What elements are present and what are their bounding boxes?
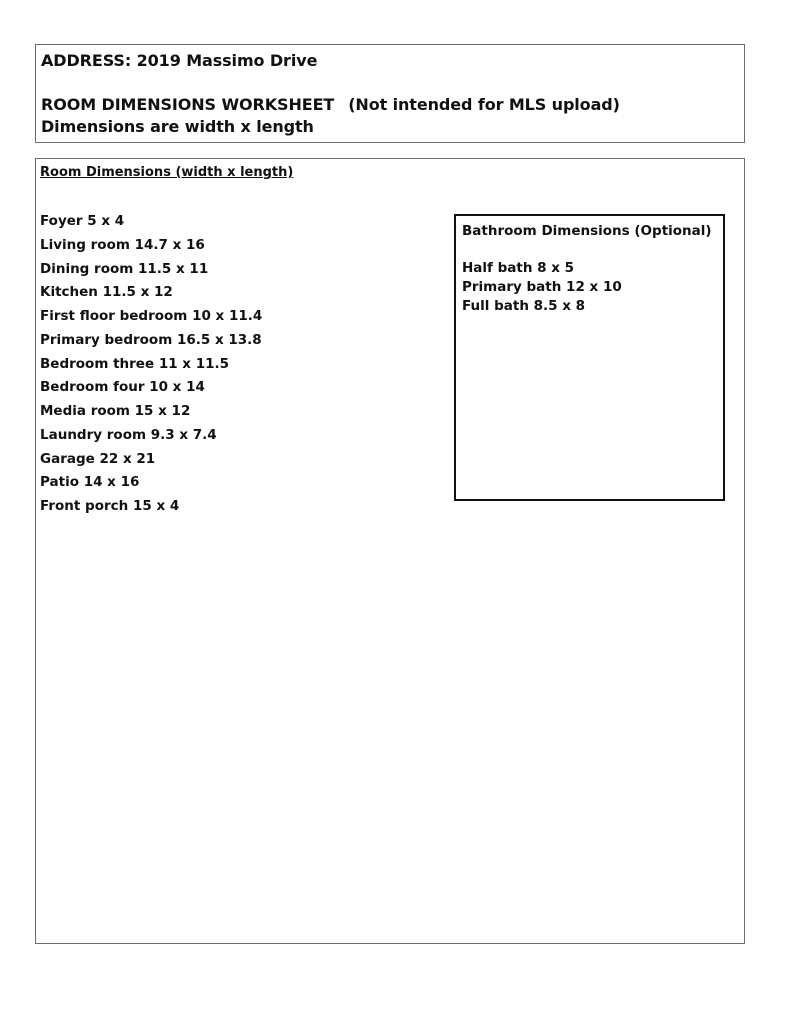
bathroom-dimensions-box — [454, 214, 725, 501]
room-dimensions-box — [35, 158, 745, 944]
bathroom-item: Primary bath 12 x 10 — [462, 279, 622, 295]
worksheet-title-line — [41, 95, 620, 115]
room-section-title: Room Dimensions (width x length) — [40, 165, 294, 180]
worksheet-note: (Not intended for MLS upload) — [348, 95, 620, 114]
room-item: Foyer 5 x 4 — [40, 213, 125, 229]
room-list — [40, 211, 262, 520]
room-item: Bedroom three 11 x 11.5 — [40, 355, 230, 372]
worksheet-title: ROOM DIMENSIONS WORKSHEET — [41, 95, 335, 114]
room-item: Living room 14.7 x 16 — [40, 236, 205, 253]
room-item: Dining room 11.5 x 11 — [40, 260, 209, 277]
room-item: First floor bedroom 10 x 11.4 — [40, 308, 263, 324]
address-line: ADDRESS: 2019 Massimo Drive — [41, 51, 318, 70]
room-item: Patio 14 x 16 — [40, 474, 140, 491]
bathroom-list — [462, 259, 622, 316]
room-item: Primary bedroom 16.5 x 13.8 — [40, 331, 262, 348]
bathroom-item: Half bath 8 x 5 — [462, 260, 575, 276]
room-item: Front porch 15 x 4 — [40, 498, 180, 514]
dimensions-note: Dimensions are width x length — [41, 117, 314, 136]
room-item: Laundry room 9.3 x 7.4 — [40, 426, 217, 443]
header-box — [35, 44, 745, 143]
room-item: Garage 22 x 21 — [40, 450, 156, 467]
bathroom-section-title: Bathroom Dimensions (Optional) — [462, 223, 712, 239]
room-item: Media room 15 x 12 — [40, 403, 191, 419]
bathroom-item: Full bath 8.5 x 8 — [462, 298, 586, 314]
room-item: Kitchen 11.5 x 12 — [40, 284, 173, 301]
room-item: Bedroom four 10 x 14 — [40, 379, 205, 396]
